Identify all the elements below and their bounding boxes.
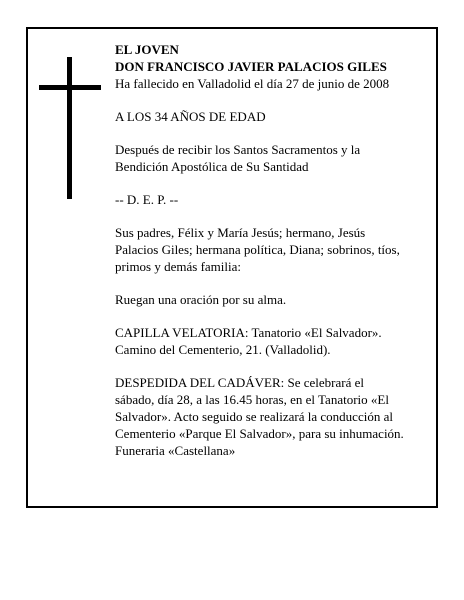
farewell-line-1: DESPEDIDA DEL CADÁVER: Se celebrará el <box>115 375 364 390</box>
farewell-line-4: Cementerio «Parque El Salvador», para su inhumación. <box>115 426 404 441</box>
dep-text: -- D. E. P. -- <box>115 192 179 207</box>
sacraments-line-1: Después de recibir los Santos Sacramentos y la <box>115 142 361 157</box>
age-block <box>115 108 431 125</box>
family-line-1: Sus padres, Félix y María Jesús; hermano, Jesús <box>115 225 366 240</box>
chapel-line-2: Camino del Cementerio, 21. (Valladolid). <box>115 342 331 357</box>
header-intro: EL JOVEN <box>115 42 179 57</box>
family-block <box>115 224 431 275</box>
prayer-text: Ruegan una oración por su alma. <box>115 292 287 307</box>
age-text: A LOS 34 AÑOS DE EDAD <box>115 109 266 124</box>
farewell-block <box>115 374 431 459</box>
header-block <box>115 41 431 92</box>
sacraments-block <box>115 141 431 175</box>
dep-block <box>115 191 431 208</box>
cross-vertical-bar <box>67 57 72 199</box>
deceased-name: DON FRANCISCO JAVIER PALACIOS GILES <box>115 59 387 74</box>
funeral-home: Funeraria «Castellana» <box>115 443 236 458</box>
chapel-block <box>115 324 431 358</box>
cross-horizontal-bar <box>39 85 101 90</box>
obituary-notice <box>26 27 438 508</box>
sacraments-line-2: Bendición Apostólica de Su Santidad <box>115 159 309 174</box>
notice-text <box>115 41 431 475</box>
farewell-line-3: Salvador». Acto seguido se realizará la conducción al <box>115 409 393 424</box>
family-line-3: primos y demás familia: <box>115 259 242 274</box>
prayer-block <box>115 291 431 308</box>
death-date: Ha fallecido en Valladolid el día 27 de junio de 2008 <box>115 76 390 91</box>
farewell-line-2: sábado, día 28, a las 16.45 horas, en el Tanatorio «El <box>115 392 389 407</box>
chapel-line-1: CAPILLA VELATORIA: Tanatorio «El Salvador». <box>115 325 382 340</box>
family-line-2: Palacios Giles; hermana política, Diana; sobrinos, tíos, <box>115 242 400 257</box>
